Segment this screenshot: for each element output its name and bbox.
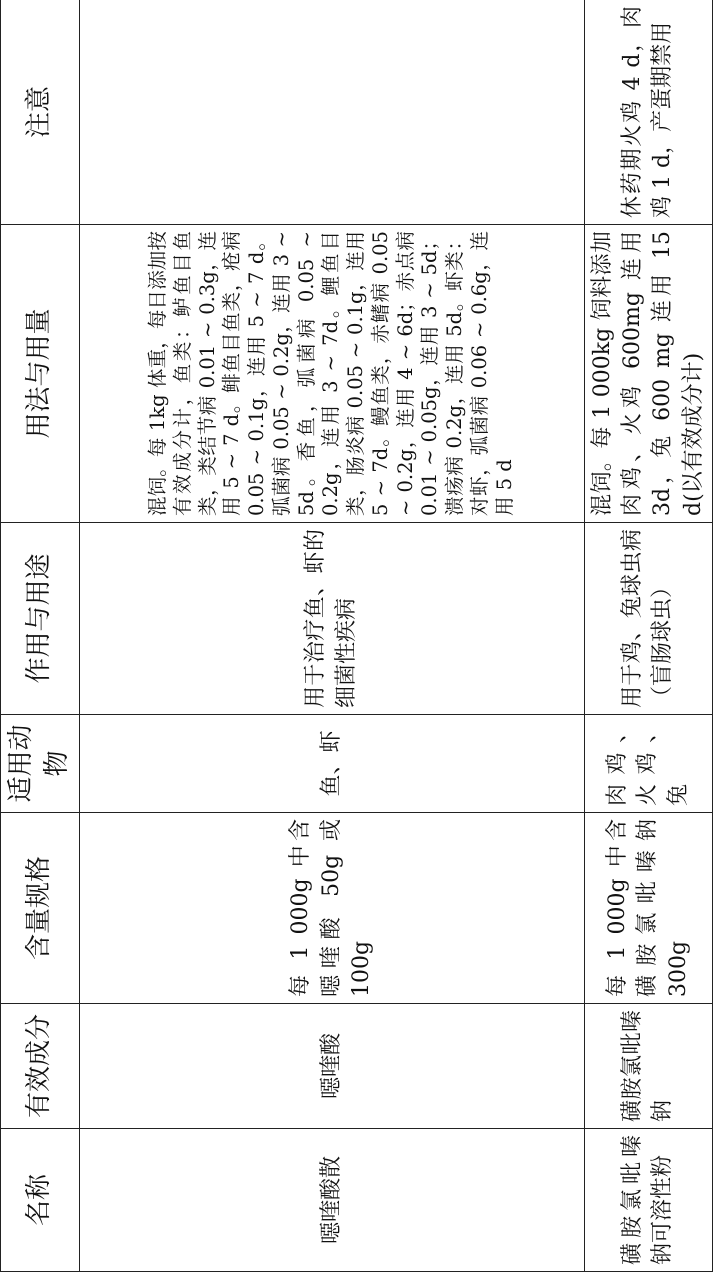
cell-ingredient: 噁喹酸	[79, 1004, 584, 1129]
cell-name: 磺胺氯吡嗪钠可溶性粉	[584, 1129, 712, 1272]
cell-use: 用于治疗鱼、虾的细菌性疾病	[79, 523, 584, 715]
cell-use: 用于鸡、兔球虫病（盲肠球虫）	[584, 523, 712, 715]
cell-dosage: 混饲。每 1 000kg 饲料添加肉鸡、火鸡 600mg 连用 3d，兔 600 mg 连用 15 d(以有效成分计)	[584, 225, 712, 523]
cell-name: 噁喹酸散	[79, 1129, 584, 1272]
cell-ingredient: 磺胺氯吡嗪钠	[584, 1004, 712, 1129]
header-dosage: 用法与用量	[1, 225, 80, 523]
header-name: 名称	[1, 1129, 80, 1272]
header-row	[1, 0, 80, 1272]
cell-animal: 肉鸡、火鸡、兔	[584, 715, 712, 813]
cell-note: 休药期火鸡 4 d，肉鸡 1 d，产蛋期禁用	[584, 0, 712, 225]
cell-note	[79, 0, 584, 225]
header-ingredient: 有效成分	[1, 1004, 80, 1129]
cell-animal: 鱼、虾	[79, 715, 584, 813]
header-note: 注意	[1, 0, 80, 225]
cell-spec: 每 1 000g 中含磺胺氯吡嗪钠 300g	[584, 813, 712, 1004]
table-row	[79, 0, 584, 1272]
cell-spec: 每 1 000g 中含噁喹酸 50g 或 100g	[79, 813, 584, 1004]
table-row	[584, 0, 712, 1272]
cell-dosage: 混饲。每 1kg 体重，每日添加按有效成分计，鱼类：鲈鱼目鱼类，类结节病 0.01 ~ 0.3g，连用 5 ~ 7 d。鲱鱼目鱼类，疮病 0.05 ~ 0.1g，连用 5 ~ 7 d。弧菌病 0.05 ~ 0.2g，连用 3 ~ 5d。香鱼，弧菌病 0.05 ~ 0.2g，连用 3 ~ 7d。鲤鱼目类，肠炎病 0.05 ~ 0.1g，连用 5 ~ 7d。鳗鱼类，赤鳍病 0.05 ~ 0.2g，连用 4 ~ 6d；赤点病 0.01 ~ 0.05g，连用 3 ~ 5d；溃疡病 0.2g，连用 5d。虾类：对虾，弧菌病 0.06 ~ 0.6g，连用 5 d	[79, 225, 584, 523]
header-spec: 含量规格	[1, 813, 80, 1004]
header-use: 作用与用途	[1, 523, 80, 715]
header-animal: 适用动物	[1, 715, 80, 813]
